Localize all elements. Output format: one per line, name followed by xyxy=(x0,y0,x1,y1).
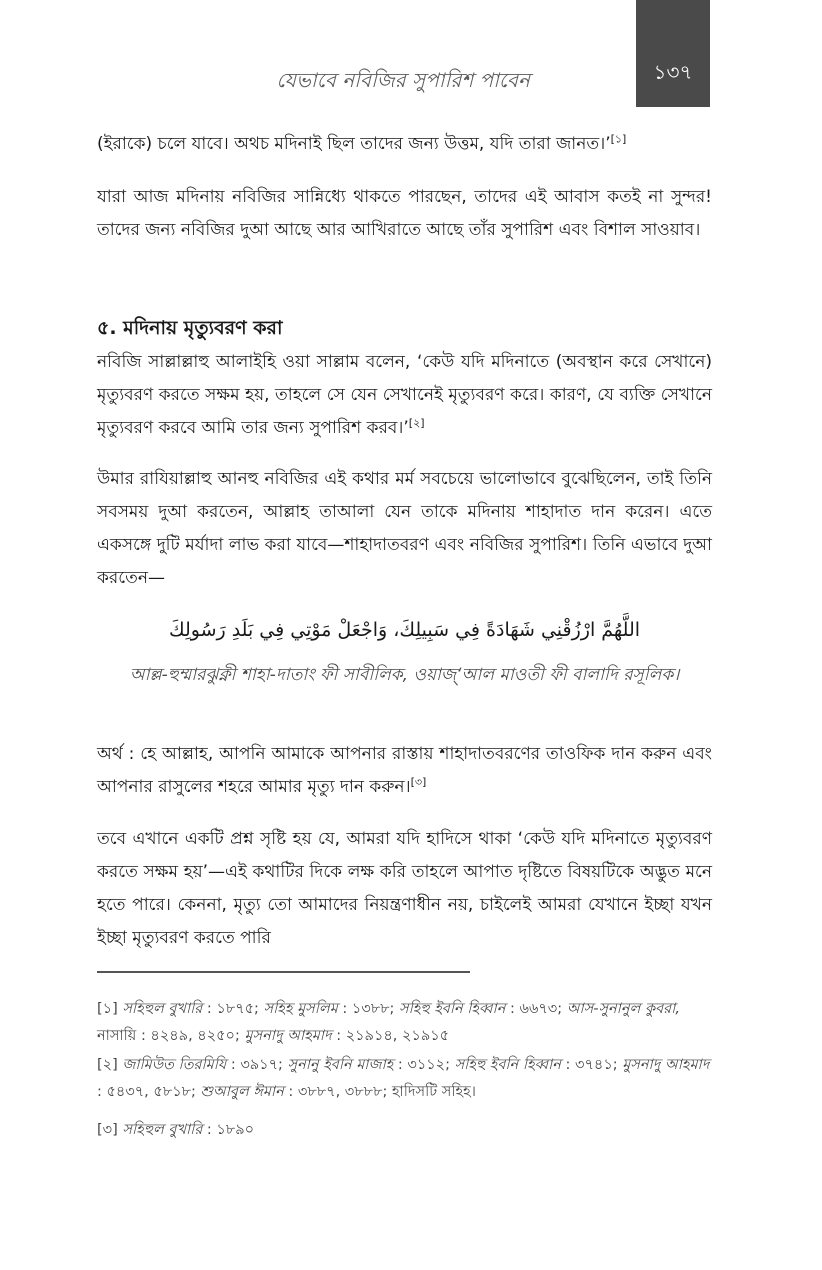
source: সহিহু ইবনি হিব্বান xyxy=(399,1001,506,1017)
source: সহিহ মুসলিম xyxy=(263,1001,338,1017)
ref-number: : ৩৮৮৭, ৩৮৮৮; হাদিসটি সহিহ। xyxy=(283,1084,476,1100)
source: মুসনাদু আহমাদ xyxy=(622,1057,710,1073)
arabic-dua: اللَّهُمَّ ارْزُقْنِي شَهَادَةً فِي سَبِيلِكَ، وَاجْعَلْ مَوْتِي فِي بَلَدِ رَسُولِكَ xyxy=(168,619,641,641)
source: জামিউত তিরমিযি xyxy=(122,1057,227,1073)
transliteration: আল্ল-হুম্মারঝুক্নী শাহা-দাতাং ফী সাবীলিক, ওয়াজ্‘আল মাওতী ফী বালাদি রসূলিক। xyxy=(129,665,680,685)
page-number: ১৩৭ xyxy=(653,60,693,84)
page-number-tab xyxy=(636,0,710,107)
footnote-ref-2[interactable]: [২] xyxy=(408,416,425,430)
ref-number: : ১৮৯০ xyxy=(202,1122,255,1138)
ref-number: নাসায়ি : ৪২৪৯, ৪২৫০; xyxy=(97,1028,245,1044)
footnote-1 xyxy=(97,996,712,1050)
footnote-2-mark: [২] xyxy=(97,1057,118,1073)
footnote-divider xyxy=(97,971,470,973)
paragraph-1-text: (ইরাকে) চলে যাবে। অথচ মদিনাই ছিল তাদের জন্য উত্তম, যদি তারা জানত।’ xyxy=(97,134,611,154)
ref-number: : ৫৪৩৭, ৫৮১৮; xyxy=(97,1084,201,1100)
source: সুনানু ইবনি মাজাহ xyxy=(287,1057,394,1073)
source: সহিহুল বুখারি xyxy=(122,1001,203,1017)
source: সহিহু ইবনি হিব্বান xyxy=(454,1057,561,1073)
footnote-ref-1[interactable]: [১] xyxy=(610,132,627,146)
ref-number: : ৩৭৪১; xyxy=(560,1057,623,1073)
paragraph-1 xyxy=(97,128,712,161)
paragraph-5 xyxy=(97,738,712,804)
footnote-3-mark: [৩] xyxy=(97,1122,118,1138)
footnote-ref-3[interactable]: [৩] xyxy=(410,775,427,789)
source: আস-সুনানুল কুবরা, xyxy=(566,1001,680,1017)
ref-number: : ১৩৮৮; xyxy=(337,1001,400,1017)
running-header-title: যেভাবে নবিজির সুপারিশ পাবেন xyxy=(276,68,530,92)
source: শুআবুল ঈমান xyxy=(200,1084,284,1100)
ref-number: : ৬৬৭৩; xyxy=(505,1001,567,1017)
source: মুসনাদু আহমাদ xyxy=(244,1028,332,1044)
footnote-3 xyxy=(97,1117,712,1144)
ref-number: : ৩৯১৭; xyxy=(226,1057,288,1073)
source: সহিহুল বুখারি xyxy=(122,1122,203,1138)
paragraph-4: উমার রাযিয়াল্লাহু আনহু নবিজির এই কথার মর্ম সবচেয়ে ভালোভাবে বুঝেছিলেন, তাই তিনি সবসময় দুআ করতেন, আল্লাহ তাআলা যেন তাকে মদিনায় শাহাদাত দান করেন। এতে একসঙ্গে দুটি মর্যাদা লাভ করা যাবে—শাহাদাতবরণ এবং নবিজির সুপারিশ। তিনি এভাবে দুআ করতেন— xyxy=(97,469,712,588)
section-heading: ৫. মদিনায় মৃত্যুবরণ করা xyxy=(97,317,283,339)
footnote-2 xyxy=(97,1052,712,1106)
paragraph-2: যারা আজ মদিনায় নবিজির সান্নিধ্যে থাকতে পারছেন, তাদের এই আবাস কতই না সুন্দর! তাদের জন্য নবিজির দুআ আছে আর আখিরাতে আছে তাঁর সুপারিশ এবং বিশাল সাওয়াব। xyxy=(97,187,712,240)
paragraph-3-text: নবিজি সাল্লাল্লাহু আলাইহি ওয়া সাল্লাম বলেন, ‘কেউ যদি মদিনাতে (অবস্থান করে সেখানে) মৃত্যুবরণ করতে সক্ষম হয়, তাহলে সে যেন সেখানেই মৃত্যুবরণ করে। কারণ, যে ব্যক্তি সেখানে মৃত্যুবরণ করবে আমি তার জন্য সুপারিশ করব।’ xyxy=(97,352,713,438)
paragraph-3 xyxy=(97,346,712,445)
paragraph-6: তবে এখানে একটি প্রশ্ন সৃষ্টি হয় যে, আমরা যদি হাদিসে থাকা ‘কেউ যদি মদিনাতে মৃত্যুবরণ করতে সক্ষম হয়’—এই কথাটির দিকে লক্ষ করি তাহলে আপাত দৃষ্টিতে বিষয়টিকে অদ্ভুত মনে হতে পারে। কেননা, মৃত্যু তো আমাদের নিয়ন্ত্রণাধীন নয়, চাইলেই আমরা যেখানে ইচ্ছা যখন ইচ্ছা মৃত্যুবরণ করতে পারি xyxy=(97,829,712,948)
paragraph-5-text: অর্থ : হে আল্লাহ, আপনি আমাকে আপনার রাস্তায় শাহাদাতবরণের তাওফিক দান করুন এবং আপনার রাসুলের শহরে আমার মৃত্যু দান করুন। xyxy=(97,744,712,797)
footnote-1-mark: [১] xyxy=(97,1001,118,1017)
ref-number: : ১৮৭৫; xyxy=(202,1001,264,1017)
ref-number: : ৩১১২; xyxy=(393,1057,455,1073)
ref-number: : ২১৯১৪, ২১৯১৫ xyxy=(331,1028,450,1044)
